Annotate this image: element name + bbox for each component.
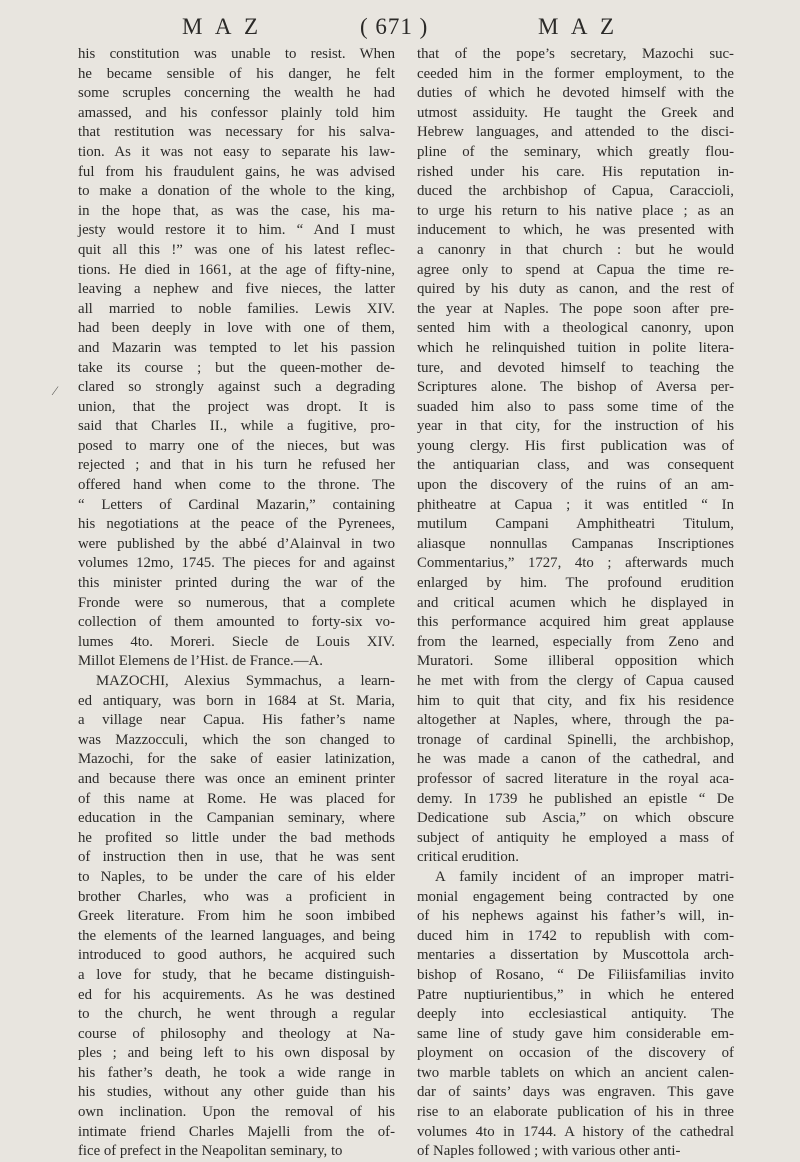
text-line: Dedicatione sub Ascia,” on which obscure: [417, 810, 734, 827]
text-line: jesty would restore it to him. “ And I must: [78, 222, 395, 239]
text-line: this performance acquired him great applause: [417, 614, 734, 631]
text-line: that restitution was necessary for his salva-: [78, 124, 395, 141]
text-line: leaving a nephew and five nieces, the latter: [78, 281, 395, 298]
text-line: the year at Naples. The pope soon after pre-: [417, 300, 734, 317]
text-line: to urge his return to his native place ; as an: [417, 202, 734, 219]
text-line: bishop of Rosano, “ De Filiisfamilias invito: [417, 966, 734, 983]
text-line: fice of prefect in the Neapolitan seminary, to: [78, 1143, 343, 1160]
text-line: and Mazarin was tempted to let his passion: [78, 339, 395, 356]
text-line: subject of antiquity he employed a mass of: [417, 829, 734, 846]
text-line: was Mazzocculi, which the son changed to: [78, 731, 395, 748]
running-header: [0, 14, 800, 48]
text-line: ture, and devoted himself to teaching the: [417, 359, 734, 376]
text-line: “ Letters of Cardinal Mazarin,” containing: [78, 496, 395, 513]
text-line: own inclination. Upon the removal of his: [78, 1104, 395, 1121]
text-line: this minister printed during the war of the: [78, 575, 395, 592]
text-line: his constitution was unable to resist. When: [78, 46, 395, 62]
text-line: and critical acumen which he displayed in: [417, 594, 734, 611]
text-line: two marble tablets on which an ancient calen-: [417, 1064, 734, 1081]
text-line: ples ; and being left to his own disposal by: [78, 1045, 395, 1062]
text-line: amassed, and his confessor plainly told him: [78, 104, 395, 121]
text-line: his studies, without any other guide than his: [78, 1084, 395, 1101]
text-line: some scruples concerning the wealth he had: [78, 85, 395, 102]
text-line: intimate friend Charles Majelli from the of-: [78, 1123, 395, 1140]
text-line: he met with from the clergy of Capua caused: [417, 673, 734, 689]
text-line: a canonry in that church : but he would: [417, 241, 734, 258]
text-line: ed for his acquirements. As he was destined: [78, 986, 395, 1003]
text-line: duced the archbishop of Capua, Caraccioli,: [417, 183, 734, 200]
text-line: a love for study, that he became distinguish-: [78, 966, 395, 983]
text-line: of instruction then in use, that he was sent: [78, 849, 395, 866]
text-line: Greek literature. From him he soon imbibed: [78, 908, 395, 925]
text-line: his negotiations at the peace of the Pyrenees,: [78, 516, 395, 533]
text-line: quired by his duty as canon, and the rest of: [417, 281, 734, 298]
text-line: Patre nuptiurientibus,” in which he entered: [417, 986, 734, 1003]
text-line: all married to noble families. Lewis XIV.: [78, 300, 395, 317]
text-line: suaded him also to pass some time of the: [417, 398, 734, 415]
text-line: tronage of cardinal Spinelli, the archbishop,: [417, 731, 734, 748]
text-line: Scriptures alone. The bishop of Aversa per-: [417, 379, 734, 396]
text-line: clared so strongly against such a degrading: [78, 379, 395, 396]
text-line: ful from his fraudulent gains, he was advised: [78, 163, 395, 180]
text-line: tion. As it was not easy to separate his law-: [78, 143, 395, 160]
text-line: course of philosophy and theology at Na-: [78, 1025, 395, 1042]
text-line: Muratori. Some illiberal opposition which: [417, 653, 734, 670]
text-line: of his nephews against his father’s will, in-: [417, 908, 734, 925]
text-line: from the learned, especially from Zeno and: [417, 633, 734, 650]
text-line: monial engagement being contracted by one: [417, 888, 734, 905]
text-line: Millot Elemens de l’Hist. de France.—A.: [78, 653, 323, 670]
text-line: he was made a canon of the cathedral, and: [417, 751, 734, 768]
text-line: said that Charles II., while a fugitive, pro-: [78, 418, 395, 435]
text-line: he profited so little under the bad methods: [78, 829, 395, 846]
text-line: young clergy. His first publication was of: [417, 437, 734, 454]
text-line: brother Charles, who was a proficient in: [78, 888, 395, 905]
text-line: rejected ; and that in his turn he refused her: [78, 457, 395, 474]
header-left: M A Z: [182, 14, 263, 39]
text-line: introduced to good authors, he acquired such: [78, 947, 395, 964]
text-line: union, that the project was dropt. It is: [78, 398, 395, 415]
text-line: mutilum Campani Amphitheatri Titulum,: [417, 516, 734, 533]
text-line: to the church, he went through a regular: [78, 1006, 395, 1023]
text-line: professor of sacred literature in the royal aca-: [417, 770, 734, 787]
text-line: year in that city, for the instruction of his: [417, 418, 734, 435]
text-line: to make a donation of the whole to the king,: [78, 183, 395, 200]
text-line: critical erudition.: [417, 849, 519, 866]
text-line: A family incident of an improper matri-: [435, 868, 734, 885]
text-line: phitheatre at Capua ; it was entitled “ In: [417, 496, 734, 513]
text-line: of Naples followed ; with various other anti-: [417, 1143, 681, 1160]
text-line: posed to marry one of the nieces, but was: [78, 437, 395, 454]
text-line: had been deeply in love with one of them,: [78, 320, 395, 337]
text-line: ed antiquary, was born in 1684 at St. Maria,: [78, 692, 395, 709]
text-line: in the hope that, as was the case, his ma-: [78, 202, 395, 219]
text-line: volumes 4to in 1744. A history of the cathedral: [417, 1123, 734, 1140]
text-line: Hebrew languages, and attended to the disci-: [417, 124, 734, 141]
text-line: dar of saints’ days was engraven. This gave: [417, 1084, 734, 1101]
text-line: aliasque nonnullas Campanas Inscriptiones: [417, 535, 734, 552]
text-line: rished under his care. His reputation in-: [417, 163, 734, 180]
header-right: M A Z: [538, 14, 619, 39]
text-line: altogether at Naples, where, through the pa-: [417, 712, 734, 729]
text-line: his father’s death, he took a wide range in: [78, 1064, 395, 1081]
text-line: demy. In 1739 he published an epistle “ De: [417, 790, 734, 807]
text-line: Commentarius,” 1727, 4to ; afterwards much: [417, 555, 734, 572]
text-line: duties of which he devoted himself with the: [417, 85, 734, 102]
text-line: lumes 4to. Moreri. Siecle de Louis XIV.: [78, 633, 395, 650]
text-line: which he relinquished tuition in polite litera-: [417, 339, 734, 356]
text-line: MAZOCHI, Alexius Symmachus, a learn-: [96, 673, 395, 689]
text-line: same line of study gave him considerable em-: [417, 1025, 734, 1042]
text-line: he became sensible of his danger, he felt: [78, 65, 395, 82]
right-column: [417, 45, 734, 1162]
text-line: education in the Campanian seminary, where: [78, 810, 395, 827]
text-line: rise to an elaborate publication of his in three: [417, 1104, 734, 1121]
text-line: Mazochi, for the sake of easier latinization,: [78, 751, 395, 768]
text-line: were published by the abbé d’Alainval in two: [78, 535, 395, 552]
text-line: upon the discovery of the ruins of an am-: [417, 477, 734, 494]
text-line: ployment on occasion of the discovery of: [417, 1045, 734, 1062]
page-number: ( 671 ): [360, 14, 429, 39]
left-column: [78, 45, 395, 1162]
text-line: and because there was once an eminent printer: [78, 770, 395, 787]
text-line: collection of them amounted to forty-six vo-: [78, 614, 395, 631]
text-line: ceeded him in the former employment, to the: [417, 65, 734, 82]
text-line: of this name at Rome. He was placed for: [78, 790, 395, 807]
text-line: take its course ; but the queen-mother de-: [78, 359, 395, 376]
text-line: a village near Capua. His father’s name: [78, 712, 395, 729]
text-line: tions. He died in 1661, at the age of fifty-nine,: [78, 261, 395, 278]
text-line: to Naples, to be under the care of his elder: [78, 868, 395, 885]
text-line: sented him with a theological canonry, upon: [417, 320, 734, 337]
text-line: agree only to spend at Capua the time re-: [417, 261, 734, 278]
text-line: pline of the seminary, which greatly flou-: [417, 143, 734, 160]
text-line: deeply into ecclesiastical antiquity. The: [417, 1006, 734, 1023]
text-line: quit all this !” was one of his latest reflec-: [78, 241, 395, 258]
text-line: utmost assiduity. He taught the Greek and: [417, 104, 734, 121]
text-line: Fronde were so numerous, that a complete: [78, 594, 395, 611]
text-line: offered hand when come to the throne. The: [78, 477, 395, 494]
text-line: the elements of the learned languages, and being: [78, 927, 395, 944]
text-line: him to quit that city, and fix his residence: [417, 692, 734, 709]
text-line: the antiquarian class, and was consequent: [417, 457, 734, 474]
margin-mark: ∕: [54, 383, 57, 398]
text-line: inducement to which, he was presented with: [417, 222, 734, 239]
text-line: mentaries a dissertation by Muscottola arch-: [417, 947, 734, 964]
text-line: duced him in 1742 to republish with com-: [417, 927, 734, 944]
text-line: enlarged by him. The profound erudition: [417, 575, 734, 592]
text-line: that of the pope’s secretary, Mazochi suc-: [417, 46, 734, 62]
text-line: volumes 12mo, 1745. The pieces for and against: [78, 555, 395, 572]
